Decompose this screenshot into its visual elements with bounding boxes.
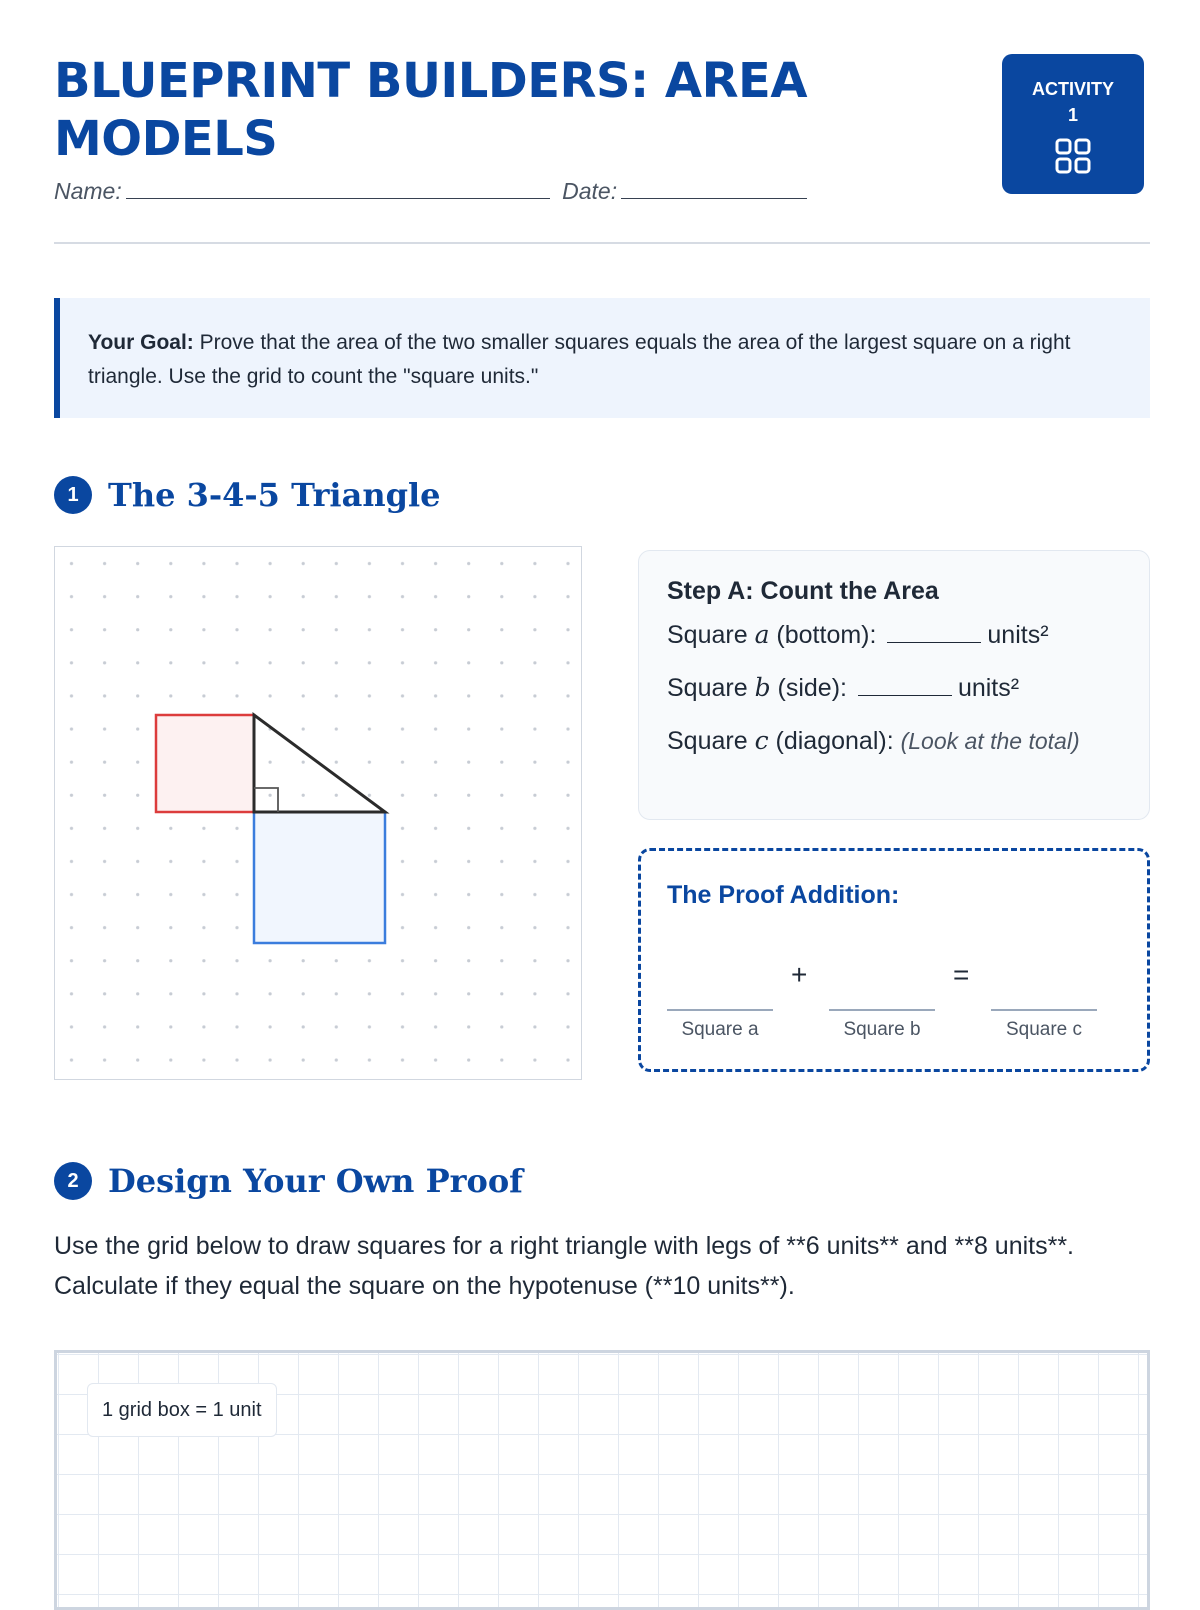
proof-addition-box	[638, 848, 1150, 1072]
section-1-heading	[54, 476, 440, 514]
step-a-title: Step A: Count the Area	[667, 577, 939, 605]
grid-legend: 1 grid box = 1 unit	[87, 1383, 277, 1437]
triangle-figure	[54, 546, 582, 1080]
square-b-slot[interactable]	[829, 1009, 935, 1041]
proof-title: The Proof Addition:	[667, 881, 900, 909]
worksheet-page	[54, 0, 1150, 1600]
activity-badge	[1002, 54, 1144, 194]
row-a-prefix: Square	[667, 621, 755, 649]
header-divider	[54, 242, 1150, 244]
row-b-suffix: (side):	[770, 674, 847, 702]
unit-label: units²	[957, 674, 1020, 702]
section-title: Design Your Own Proof	[108, 1162, 523, 1200]
row-c-prefix: Square	[667, 727, 755, 755]
square-c-row	[667, 726, 1149, 756]
unit-label: units²	[987, 621, 1049, 649]
drawing-grid[interactable]	[54, 1350, 1150, 1610]
square-a-row	[667, 620, 1149, 650]
name-label: Name:	[54, 178, 122, 204]
goal-label: Your Goal:	[88, 331, 194, 354]
page-title: BLUEPRINT BUILDERS: AREA MODELS	[54, 53, 807, 167]
row-a-suffix: (bottom):	[769, 621, 877, 649]
date-field[interactable]	[621, 178, 807, 199]
badge-label: ACTIVITY	[1031, 79, 1114, 99]
step-a-card	[638, 550, 1150, 820]
square-c-slot-label: Square c	[1005, 1019, 1083, 1040]
red-square	[156, 715, 254, 812]
goal-text: Prove that the area of the two smaller squares equals the area of the largest square on a right triangle. Use the grid to count the "square units."	[88, 331, 1071, 388]
design-instructions: Use the grid below to draw squares for a right triangle with legs of **6 units** and **8 units**. Calculate if they equal the square on the hypotenuse (**10 units**).	[54, 1232, 1075, 1300]
goal-callout	[54, 298, 1150, 418]
var-a: a	[754, 620, 770, 649]
row-b-prefix: Square	[667, 674, 755, 702]
square-b-slot-label: Square b	[843, 1019, 921, 1040]
var-c: c	[754, 726, 769, 755]
square-a-answer-blank[interactable]	[887, 620, 981, 643]
square-c-hint: (Look at the total)	[900, 728, 1080, 754]
square-a-slot[interactable]	[667, 1009, 773, 1041]
square-a-slot-label: Square a	[681, 1019, 759, 1040]
name-date-line	[54, 178, 807, 205]
dot-grid-diagram	[55, 547, 580, 1078]
badge-number: 1	[1067, 105, 1078, 125]
var-b: b	[754, 673, 771, 702]
plus-sign: +	[791, 959, 808, 990]
square-b-answer-blank[interactable]	[858, 673, 952, 696]
name-field[interactable]	[126, 178, 550, 199]
row-c-suffix: (diagonal):	[768, 727, 894, 755]
square-b-row	[667, 673, 1149, 703]
square-c-slot[interactable]	[991, 1009, 1097, 1041]
date-label: Date:	[562, 178, 618, 204]
section-2-heading	[54, 1162, 523, 1200]
section-number: 1	[54, 476, 92, 514]
blue-square	[254, 812, 385, 943]
equals-sign: =	[953, 959, 970, 990]
section-number: 2	[54, 1162, 92, 1200]
section-title: The 3-4-5 Triangle	[108, 476, 441, 514]
grid-icon	[1055, 138, 1091, 174]
